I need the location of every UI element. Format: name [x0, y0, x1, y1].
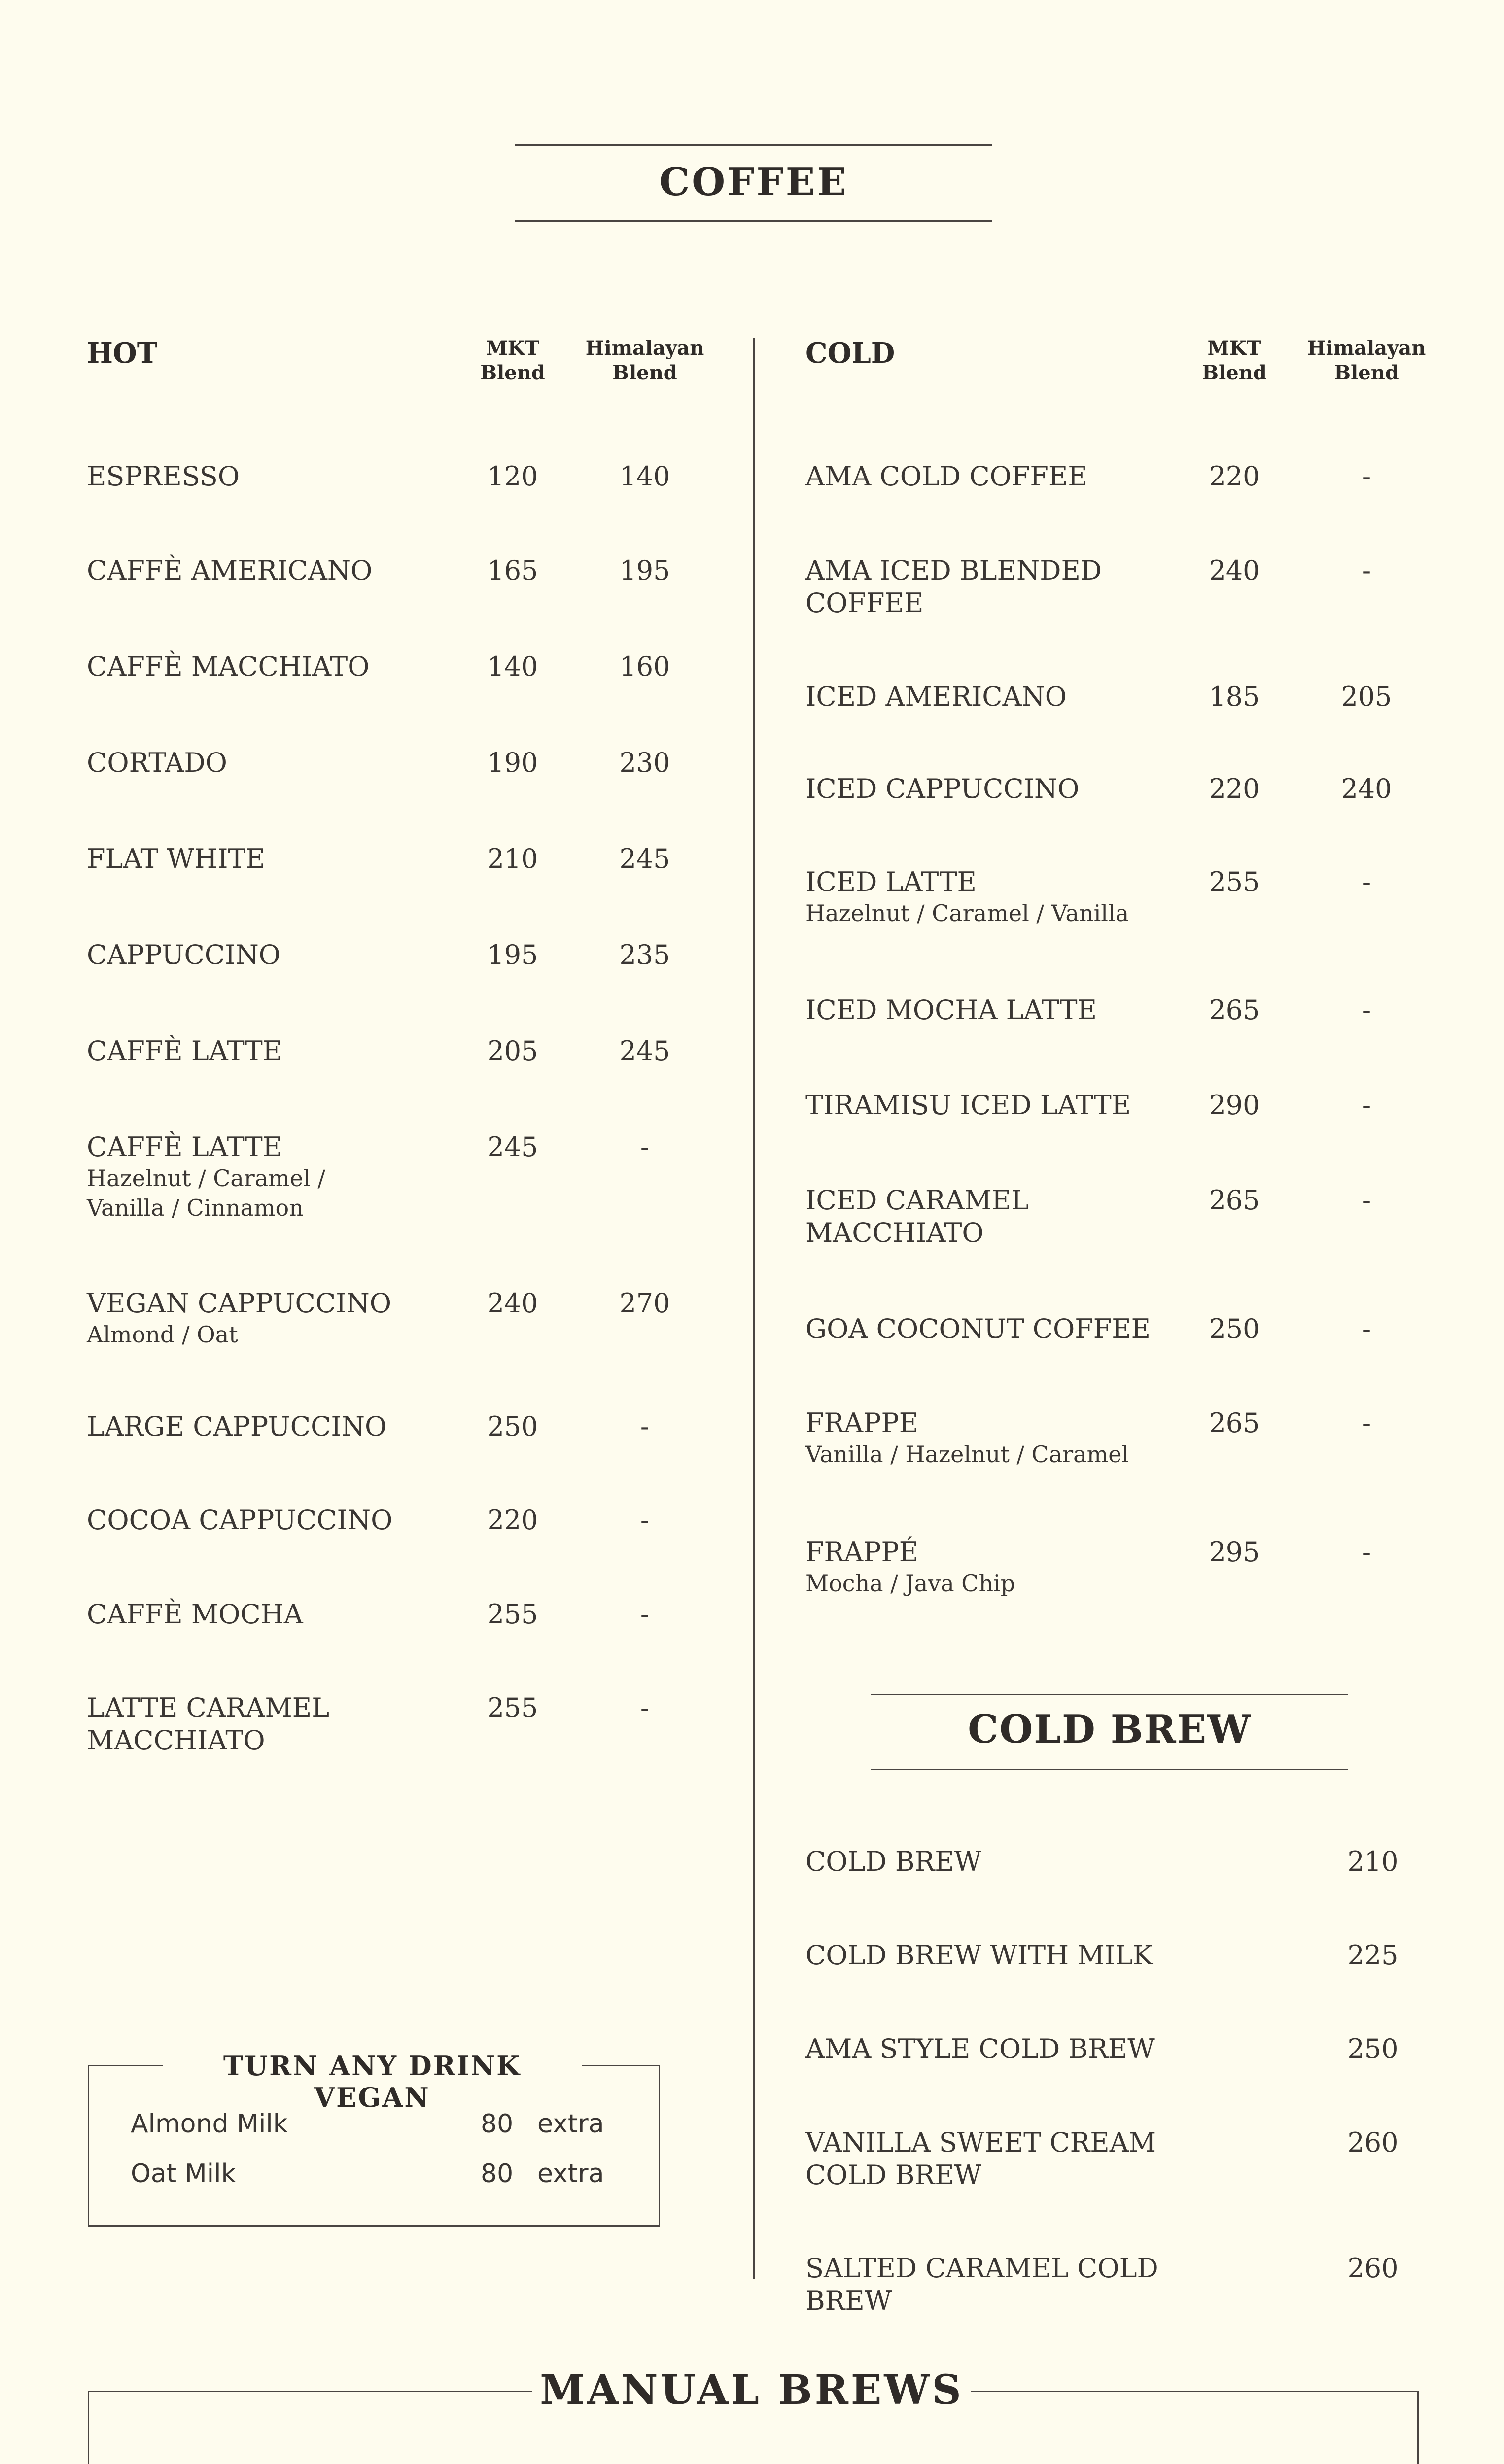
column-divider [753, 338, 755, 2279]
menu-item-name: SALTED CARAMEL COLD BREW [805, 2253, 1158, 2316]
menu-item [87, 554, 442, 587]
cold-brew-title: COLD BREW [968, 1707, 1252, 1752]
price-mkt: 185 [1209, 681, 1260, 712]
price-mkt: 250 [1209, 1313, 1260, 1344]
price-mkt: 240 [1209, 555, 1260, 586]
menu-item-name: VEGAN CAPPUCCINO [87, 1288, 391, 1319]
price-himalayan: - [640, 1505, 650, 1536]
menu-item [87, 843, 442, 875]
menu-item-name: CAFFÈ LATTE [87, 1131, 282, 1163]
menu-item-name: COLD BREW [805, 1846, 982, 1877]
price-himalayan: - [1362, 1407, 1371, 1438]
menu-item [805, 994, 1180, 1027]
price-himalayan: 270 [619, 1288, 670, 1319]
menu-item [805, 1313, 1180, 1345]
price-mkt: 255 [487, 1599, 538, 1630]
price-mkt: 255 [1209, 866, 1260, 897]
menu-item-name: ESPRESSO [87, 461, 240, 492]
menu-item-name: VANILLA SWEET CREAM COLD BREW [805, 2127, 1156, 2190]
menu-item-name: AMA ICED BLENDED COFFEE [805, 555, 1102, 618]
price-himalayan: 160 [619, 651, 670, 682]
menu-item [805, 554, 1180, 619]
price-himalayan: 235 [619, 939, 670, 970]
menu-item-name: AMA STYLE COLD BREW [805, 2033, 1155, 2064]
menu-item [805, 1089, 1180, 1122]
menu-item-name: LATTE CARAMEL MACCHIATO [87, 1692, 330, 1756]
coffee-title-bottom-rule [515, 220, 992, 222]
price-himalayan: - [1362, 1313, 1371, 1344]
vegan-option-unit: extra [537, 2109, 604, 2139]
price-mkt: 190 [487, 747, 538, 778]
price-himalayan: - [1362, 1537, 1371, 1568]
price-himalayan: - [1362, 555, 1371, 586]
coffee-title-top-rule [515, 144, 992, 146]
price-himalayan: 205 [1341, 681, 1392, 712]
price-himalayan: - [1362, 1090, 1371, 1121]
menu-item-name: ICED AMERICANO [805, 681, 1067, 712]
price-himalayan: 240 [1341, 773, 1392, 804]
price-mkt: 265 [1209, 994, 1260, 1026]
price: 260 [1347, 2253, 1399, 2284]
price-mkt: 120 [487, 461, 538, 492]
menu-item [87, 1287, 442, 1349]
price-himalayan: 140 [619, 461, 670, 492]
menu-item-name: FRAPPÉ [805, 1537, 919, 1568]
price-mkt: 290 [1209, 1090, 1260, 1121]
menu-item [87, 1598, 442, 1631]
menu-item [805, 1536, 1180, 1598]
menu-item-name: CAFFÈ LATTE [87, 1035, 282, 1066]
menu-item [805, 681, 1180, 713]
menu-item [87, 1410, 442, 1443]
menu-item [87, 1035, 442, 1067]
menu-item [87, 1504, 442, 1537]
menu-item-options: Almond / Oat [87, 1321, 238, 1348]
vegan-option-price: 80 [481, 2159, 514, 2189]
cold-brew-title-top-rule [871, 1694, 1348, 1695]
price: 260 [1347, 2127, 1399, 2158]
price-mkt: 140 [487, 651, 538, 682]
menu-item [805, 2033, 1249, 2065]
menu-item-name: ICED MOCHA LATTE [805, 994, 1097, 1026]
menu-item-name: COLD BREW WITH MILK [805, 1940, 1153, 1971]
menu-item [805, 773, 1180, 805]
menu-item [805, 1939, 1249, 1972]
menu-item-name: TIRAMISU ICED LATTE [805, 1090, 1131, 1121]
menu-item [87, 939, 442, 971]
menu-item-name: CAFFÈ AMERICANO [87, 555, 373, 586]
menu-item [805, 460, 1180, 493]
price-mkt: 265 [1209, 1185, 1260, 1216]
price-himalayan: - [640, 1692, 650, 1723]
price-mkt: 245 [487, 1131, 538, 1163]
cold-col-mkt-header: MKT Blend [1202, 337, 1267, 384]
menu-item-options: Hazelnut / Caramel / Vanilla / Cinnamon [87, 1165, 325, 1221]
price-himalayan: - [1362, 994, 1371, 1026]
menu-item-name: GOA COCONUT COFFEE [805, 1313, 1151, 1344]
price: 225 [1347, 1940, 1399, 1971]
vegan-option-unit: extra [537, 2159, 604, 2189]
price-mkt: 220 [487, 1505, 538, 1536]
menu-item [805, 1184, 1180, 1249]
menu-item-name: ICED CARAMEL MACCHIATO [805, 1185, 1029, 1248]
price-himalayan: - [1362, 866, 1371, 897]
cold-brew-title-bottom-rule [871, 1769, 1348, 1770]
vegan-option-name: Almond Milk [131, 2109, 288, 2139]
price-mkt: 295 [1209, 1537, 1260, 1568]
menu-item-name: CORTADO [87, 747, 227, 778]
menu-item [805, 1407, 1180, 1469]
menu-item [87, 1131, 442, 1223]
menu-item-name: CAPPUCCINO [87, 939, 281, 970]
menu-item-options: Vanilla / Hazelnut / Caramel [805, 1441, 1129, 1468]
menu-item [805, 866, 1180, 928]
price-mkt: 255 [487, 1692, 538, 1723]
vegan-option-price: 80 [481, 2109, 514, 2139]
price-mkt: 240 [487, 1288, 538, 1319]
hot-col-himalayan-header: Himalayan Blend [585, 337, 704, 384]
menu-item-name: LARGE CAPPUCCINO [87, 1411, 387, 1442]
price-mkt: 265 [1209, 1407, 1260, 1438]
price-himalayan: - [1362, 461, 1371, 492]
price-himalayan: - [640, 1411, 650, 1442]
menu-item [805, 2252, 1249, 2317]
price-mkt: 220 [1209, 773, 1260, 804]
menu-item-name: ICED CAPPUCCINO [805, 773, 1080, 804]
price: 250 [1347, 2033, 1399, 2064]
price-himalayan: - [640, 1599, 650, 1630]
menu-item [87, 650, 442, 683]
menu-item [87, 1692, 442, 1757]
price-mkt: 220 [1209, 461, 1260, 492]
menu-item-name: CAFFÈ MACCHIATO [87, 651, 370, 682]
price: 210 [1347, 1846, 1399, 1877]
price-mkt: 165 [487, 555, 538, 586]
menu-item [87, 460, 442, 493]
price-mkt: 250 [487, 1411, 538, 1442]
price-himalayan: - [640, 1131, 650, 1163]
price-himalayan: 230 [619, 747, 670, 778]
vegan-box-title: TURN ANY DRINK VEGAN [163, 2050, 582, 2113]
menu-item-name: FRAPPE [805, 1407, 919, 1438]
menu-item-name: COCOA CAPPUCCINO [87, 1505, 393, 1536]
cold-heading: COLD [805, 337, 895, 370]
vegan-option-name: Oat Milk [131, 2159, 236, 2189]
price-mkt: 195 [487, 939, 538, 970]
menu-item-name: FLAT WHITE [87, 843, 265, 874]
manual-brews-title: MANUAL BREWS [532, 2365, 971, 2415]
price-himalayan: 245 [619, 1035, 670, 1066]
menu-item-options: Mocha / Java Chip [805, 1570, 1015, 1597]
hot-heading: HOT [87, 337, 158, 370]
menu-item-name: AMA COLD COFFEE [805, 461, 1087, 492]
menu-item [805, 1846, 1249, 1878]
menu-item [87, 747, 442, 779]
price-mkt: 210 [487, 843, 538, 874]
menu-item-name: ICED LATTE [805, 866, 977, 897]
menu-item [805, 2126, 1249, 2191]
menu-item-name: CAFFÈ MOCHA [87, 1599, 303, 1630]
hot-col-mkt-header: MKT Blend [480, 337, 545, 384]
price-mkt: 205 [487, 1035, 538, 1066]
price-himalayan: 245 [619, 843, 670, 874]
cold-col-himalayan-header: Himalayan Blend [1307, 337, 1426, 384]
price-himalayan: 195 [619, 555, 670, 586]
price-himalayan: - [1362, 1185, 1371, 1216]
coffee-title: COFFEE [659, 160, 848, 205]
menu-item-options: Hazelnut / Caramel / Vanilla [805, 900, 1129, 926]
